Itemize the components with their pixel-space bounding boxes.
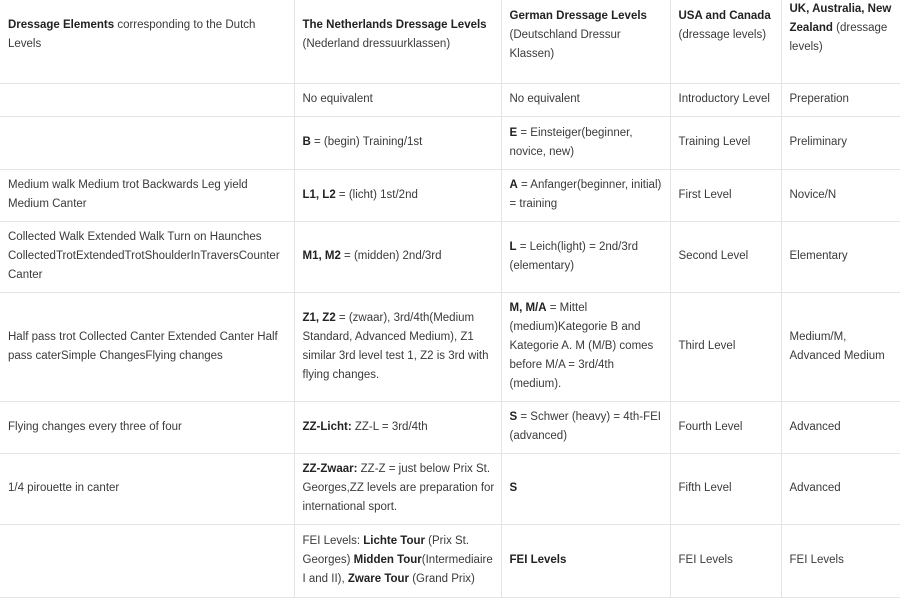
- cell-elements: Medium walk Medium trot Backwards Leg yield Medium Canter: [0, 169, 294, 221]
- table-row: [0, 169, 900, 221]
- cell-uk: Advanced: [781, 401, 900, 453]
- table-row: [0, 221, 900, 292]
- cell-german: L = Leich(light) = 2nd/3rd (elementary): [501, 221, 670, 292]
- cell-uk: Preperation: [781, 83, 900, 116]
- cell-elements: 1/4 pirouette in canter: [0, 453, 294, 524]
- cell-uk: Novice/N: [781, 169, 900, 221]
- cell-netherlands: L1, L2 = (licht) 1st/2nd: [294, 169, 501, 221]
- cell-netherlands: Z1, Z2 = (zwaar), 3rd/4th(Medium Standard, Advanced Medium), Z1 similar 3rd level test 1, Z2 is 3rd with flying changes.: [294, 292, 501, 401]
- table-row: [0, 116, 900, 169]
- header-elements: Dressage Elements corresponding to the Dutch Levels: [0, 0, 294, 83]
- table-row: [0, 401, 900, 453]
- cell-netherlands: ZZ-Zwaar: ZZ-Z = just below Prix St. Georges,ZZ levels are preparation for international sport.: [294, 453, 501, 524]
- cell-uk: Preliminary: [781, 116, 900, 169]
- cell-uk: Advanced: [781, 453, 900, 524]
- cell-elements: Collected Walk Extended Walk Turn on Haunches CollectedTrotExtendedTrotShoulderInTraversCounter Canter: [0, 221, 294, 292]
- cell-netherlands: No equivalent: [294, 83, 501, 116]
- table-row: [0, 83, 900, 116]
- cell-usa: Fourth Level: [670, 401, 781, 453]
- cell-elements: [0, 83, 294, 116]
- cell-german: E = Einsteiger(beginner, novice, new): [501, 116, 670, 169]
- cell-netherlands: M1, M2 = (midden) 2nd/3rd: [294, 221, 501, 292]
- cell-usa: Second Level: [670, 221, 781, 292]
- cell-usa: Third Level: [670, 292, 781, 401]
- cell-usa: FEI Levels: [670, 524, 781, 597]
- cell-uk: Medium/M, Advanced Medium: [781, 292, 900, 401]
- cell-usa: Introductory Level: [670, 83, 781, 116]
- header-row: [0, 0, 900, 83]
- cell-elements: [0, 524, 294, 597]
- cell-uk: Elementary: [781, 221, 900, 292]
- header-german: German Dressage Levels (Deutschland Dressur Klassen): [501, 0, 670, 83]
- cell-german: A = Anfanger(beginner, initial) = training: [501, 169, 670, 221]
- cell-elements: [0, 116, 294, 169]
- cell-elements: Flying changes every three of four: [0, 401, 294, 453]
- table-row: [0, 292, 900, 401]
- header-netherlands: The Netherlands Dressage Levels (Nederland dressuurklassen): [294, 0, 501, 83]
- cell-german: FEI Levels: [501, 524, 670, 597]
- cell-elements: Half pass trot Collected Canter Extended Canter Half pass caterSimple ChangesFlying changes: [0, 292, 294, 401]
- cell-usa: First Level: [670, 169, 781, 221]
- cell-uk: FEI Levels: [781, 524, 900, 597]
- cell-german: M, M/A = Mittel (medium)Kategorie B and Kategorie A. M (M/B) comes before M/A = 3rd/4th (medium).: [501, 292, 670, 401]
- cell-german: No equivalent: [501, 83, 670, 116]
- header-uk-aus-nz: UK, Australia, New Zealand (dressage levels): [781, 0, 900, 83]
- header-usa-canada: USA and Canada (dressage levels): [670, 0, 781, 83]
- cell-usa: Training Level: [670, 116, 781, 169]
- cell-netherlands: ZZ-Licht: ZZ-L = 3rd/4th: [294, 401, 501, 453]
- cell-netherlands: B = (begin) Training/1st: [294, 116, 501, 169]
- cell-usa: Fifth Level: [670, 453, 781, 524]
- cell-german: S: [501, 453, 670, 524]
- cell-german: S = Schwer (heavy) = 4th-FEI (advanced): [501, 401, 670, 453]
- table-row: [0, 524, 900, 597]
- cell-netherlands: FEI Levels: Lichte Tour (Prix St. Georges) Midden Tour(Intermediaire I and II), Zware Tour (Grand Prix): [294, 524, 501, 597]
- table-row: [0, 453, 900, 524]
